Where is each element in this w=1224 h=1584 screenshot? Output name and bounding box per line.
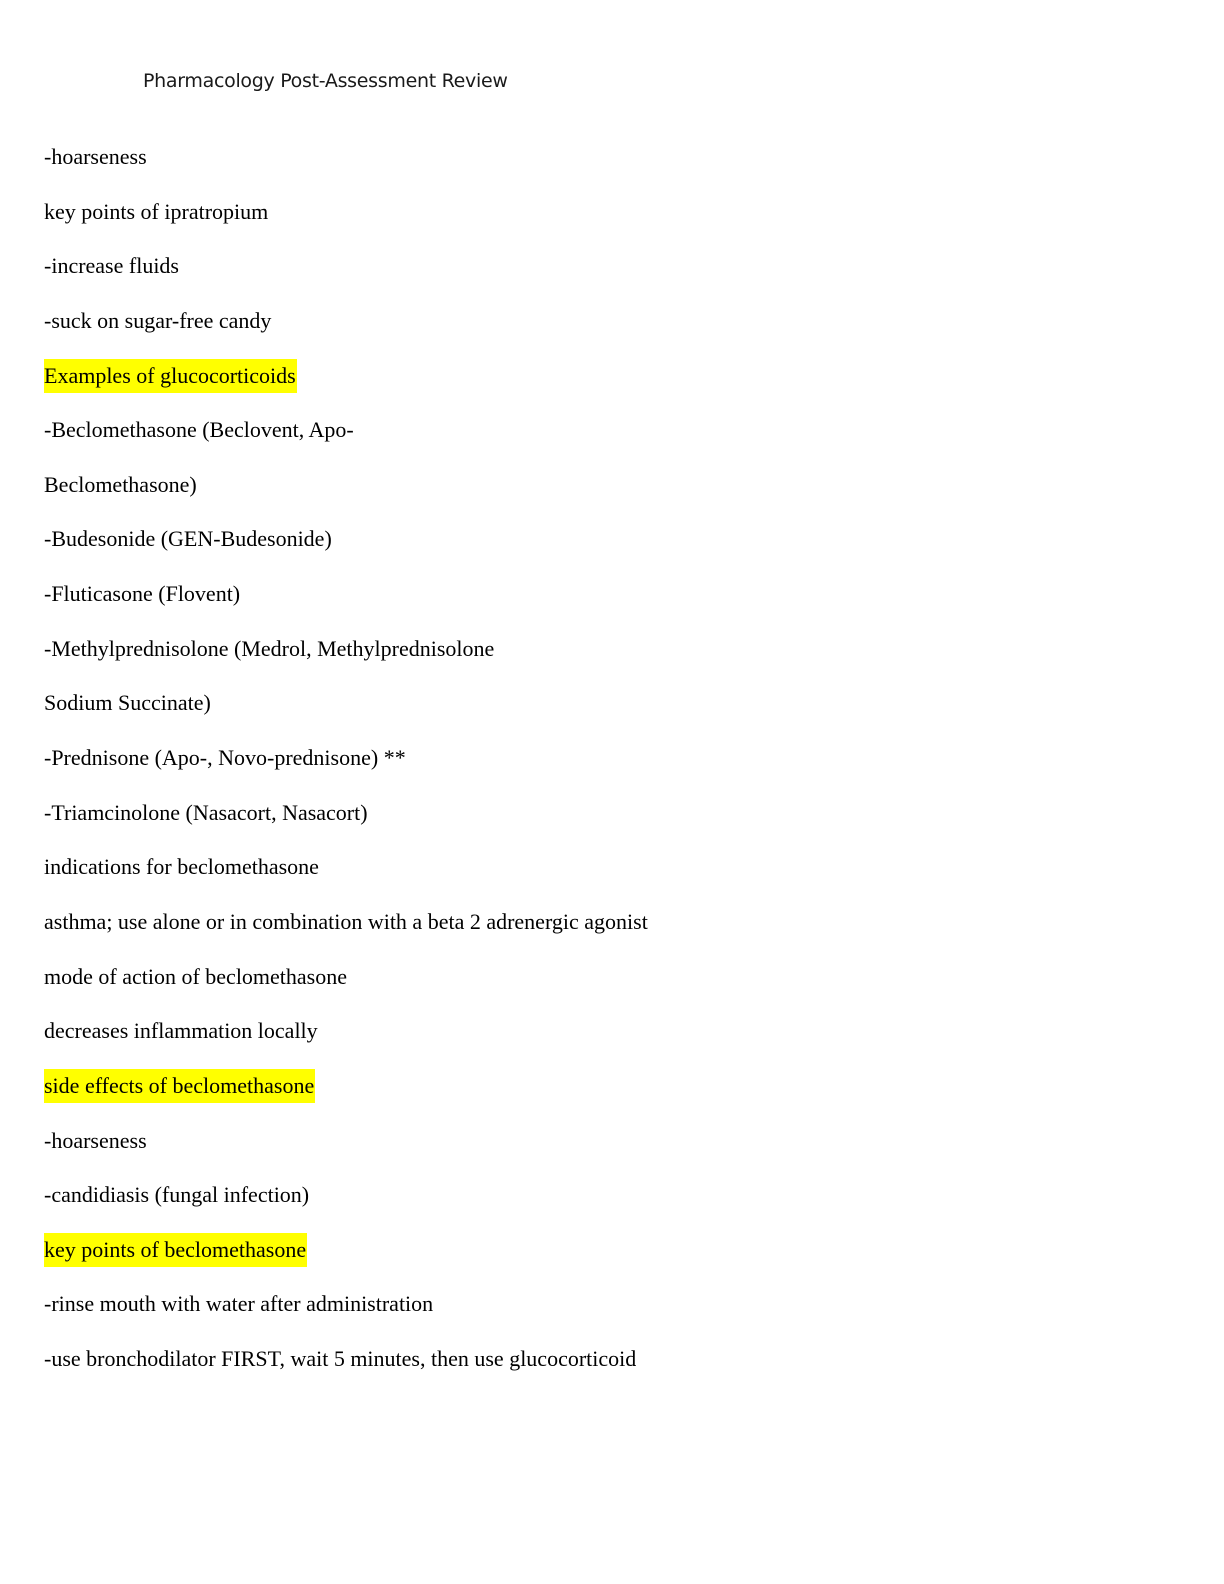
line-text: side effects of beclomethasone bbox=[44, 1069, 315, 1103]
text-line bbox=[44, 1014, 1144, 1069]
highlighted-heading bbox=[44, 359, 1144, 414]
line-text: -rinse mouth with water after administration bbox=[44, 1291, 434, 1317]
text-line bbox=[44, 1342, 1144, 1397]
line-text: -increase fluids bbox=[44, 253, 179, 279]
line-text: decreases inflammation locally bbox=[44, 1018, 318, 1044]
text-line bbox=[44, 905, 1144, 960]
line-text: key points of ipratropium bbox=[44, 198, 269, 224]
text-line bbox=[44, 522, 1144, 577]
page-header-title: Pharmacology Post-Assessment Review bbox=[143, 70, 508, 92]
line-text: -Beclomethasone (Beclovent, Apo- bbox=[44, 417, 354, 443]
text-line bbox=[44, 960, 1144, 1015]
line-text: Beclomethasone) bbox=[44, 471, 197, 497]
line-text: asthma; use alone or in combination with a beta 2 adrenergic agonist bbox=[44, 908, 648, 934]
text-line bbox=[44, 850, 1144, 905]
text-line bbox=[44, 195, 1144, 250]
text-line bbox=[44, 304, 1144, 359]
text-line bbox=[44, 796, 1144, 851]
line-text: -hoarseness bbox=[44, 1127, 147, 1153]
highlighted-heading bbox=[44, 1069, 1144, 1124]
text-line bbox=[44, 741, 1144, 796]
text-line bbox=[44, 632, 1144, 687]
text-line bbox=[44, 140, 1144, 195]
line-text: -use bronchodilator FIRST, wait 5 minutes, then use glucocorticoid bbox=[44, 1346, 637, 1372]
text-line bbox=[44, 413, 1144, 468]
highlighted-heading bbox=[44, 1233, 1144, 1288]
line-text: -hoarseness bbox=[44, 144, 147, 169]
line-text: key points of beclomethasone bbox=[44, 1233, 307, 1267]
line-text: Examples of glucocorticoids bbox=[44, 359, 297, 393]
line-text: -Prednisone (Apo-, Novo-prednisone) ** bbox=[44, 745, 406, 771]
document-body bbox=[44, 140, 1144, 1397]
text-line bbox=[44, 577, 1144, 632]
text-line bbox=[44, 468, 1144, 523]
text-line bbox=[44, 1124, 1144, 1179]
line-text: mode of action of beclomethasone bbox=[44, 963, 348, 989]
line-text: -Methylprednisolone (Medrol, Methylprednisolone bbox=[44, 635, 495, 661]
line-text: indications for beclomethasone bbox=[44, 854, 319, 880]
text-line bbox=[44, 1178, 1144, 1233]
line-text: -candidiasis (fungal infection) bbox=[44, 1182, 310, 1208]
line-text: -Budesonide (GEN-Budesonide) bbox=[44, 526, 332, 552]
line-text: -suck on sugar-free candy bbox=[44, 307, 272, 333]
line-text: -Triamcinolone (Nasacort, Nasacort) bbox=[44, 799, 368, 825]
text-line bbox=[44, 686, 1144, 741]
text-line bbox=[44, 1287, 1144, 1342]
line-text: -Fluticasone (Flovent) bbox=[44, 581, 241, 607]
text-line bbox=[44, 249, 1144, 304]
line-text: Sodium Succinate) bbox=[44, 690, 211, 716]
